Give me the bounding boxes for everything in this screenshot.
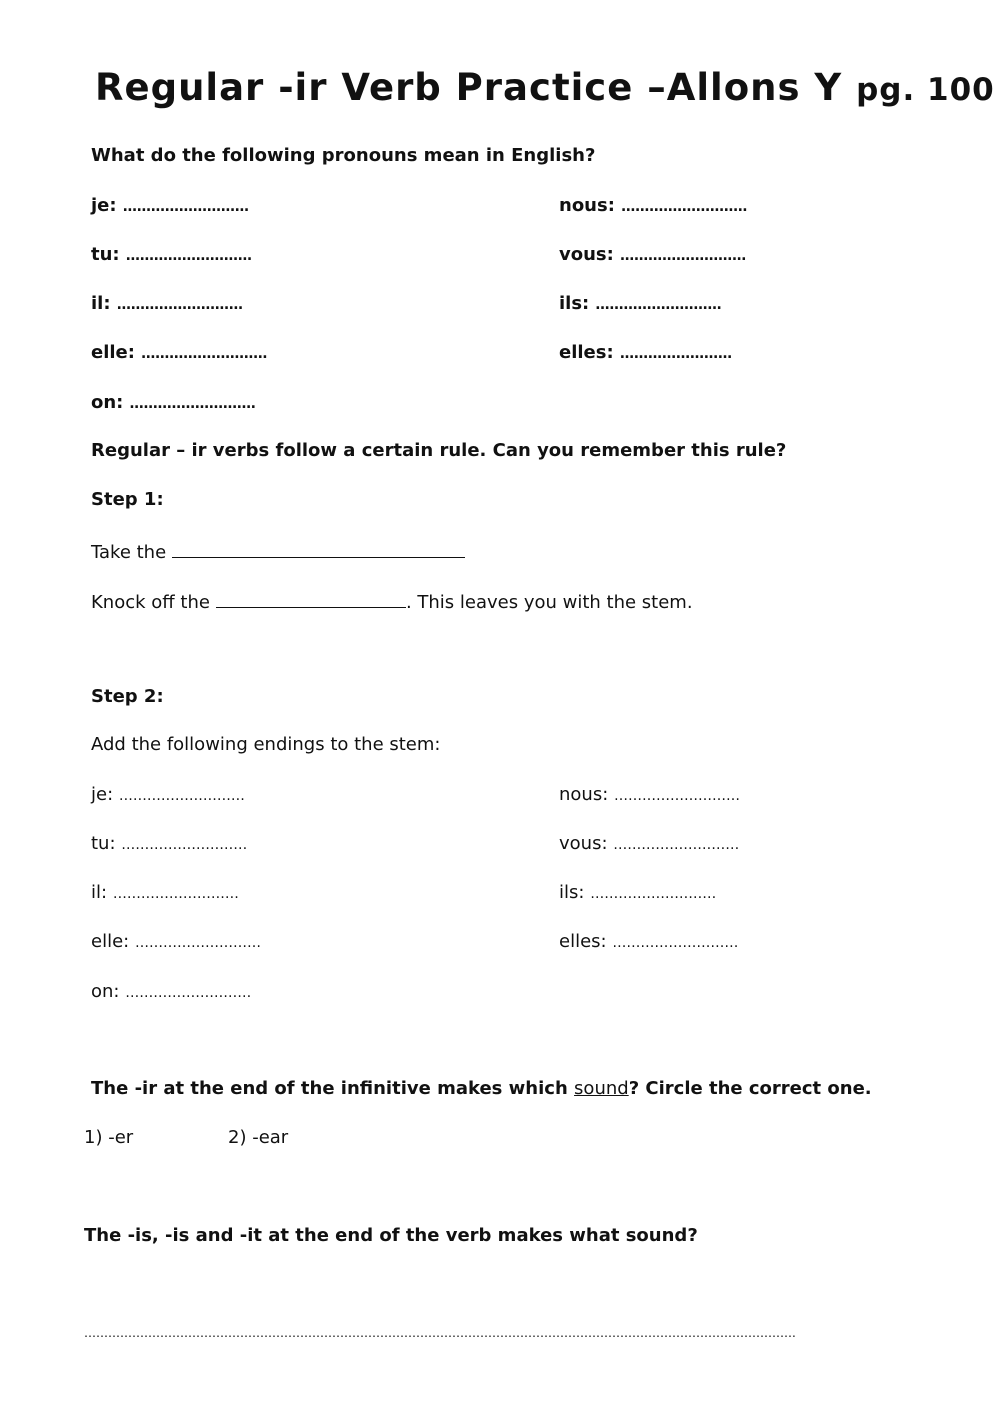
answer-blank[interactable]: ……………………… (129, 396, 256, 412)
ending-row-ils (559, 882, 716, 903)
page-title (95, 66, 995, 109)
step1-line2-before: Knock off the (91, 592, 210, 613)
fill-blank[interactable] (216, 587, 406, 608)
sound-option-1[interactable]: 1) -er (84, 1127, 134, 1148)
pronoun-row-nous (559, 195, 747, 216)
fill-blank[interactable] (172, 537, 465, 558)
ending-sound-question: The -is, -is and -it at the end of the verb makes what sound? (84, 1225, 698, 1246)
answer-blank[interactable]: ……………………… (125, 248, 252, 264)
ending-row-elles (559, 931, 738, 952)
ending-label: ils: (559, 882, 585, 903)
ending-row-elle (91, 931, 261, 952)
sound-question-before: The -ir at the end of the infinitive makes which (91, 1078, 568, 1099)
pronoun-question: What do the following pronouns mean in English? (91, 145, 596, 166)
answer-blank[interactable]: …………………… (619, 346, 732, 362)
pronoun-label: tu: (91, 244, 120, 265)
answer-blank[interactable]: ……………………… (620, 248, 747, 264)
ending-row-on (91, 981, 251, 1002)
pronoun-label: elles: (559, 342, 614, 363)
ending-row-je (91, 784, 245, 805)
ending-label: il: (91, 882, 108, 903)
pronoun-row-elles (559, 342, 732, 363)
answer-blank[interactable]: ……………………… (621, 199, 748, 215)
pronoun-label: je: (91, 195, 117, 216)
answer-blank[interactable]: ……………………… (613, 837, 740, 853)
title-page-ref: pg. 100 (856, 72, 995, 108)
pronoun-label: on: (91, 392, 124, 413)
answer-blank[interactable]: ……………………… (134, 935, 261, 951)
sound-question (91, 1078, 872, 1099)
pronoun-row-tu (91, 244, 252, 265)
title-main: Regular -ir Verb Practice –Allons Y (95, 66, 843, 109)
answer-blank[interactable]: ……………………… (141, 346, 268, 362)
pronoun-label: nous: (559, 195, 615, 216)
step1-line2 (91, 587, 693, 613)
answer-blank[interactable]: ……………………… (118, 788, 245, 804)
step2-instruction: Add the following endings to the stem: (91, 734, 441, 755)
pronoun-row-ils (559, 293, 722, 314)
ending-label: nous: (559, 784, 609, 805)
pronoun-label: elle: (91, 342, 135, 363)
ending-row-tu (91, 833, 247, 854)
answer-blank[interactable]: ……………………… (590, 886, 717, 902)
ending-row-vous (559, 833, 739, 854)
ending-row-il (91, 882, 239, 903)
pronoun-label: vous: (559, 244, 614, 265)
sound-underlined-word: sound (574, 1078, 629, 1099)
step1-heading: Step 1: (91, 489, 164, 510)
pronoun-row-vous (559, 244, 746, 265)
ending-label: on: (91, 981, 120, 1002)
answer-blank[interactable]: ……………………… (116, 297, 243, 313)
pronoun-label: ils: (559, 293, 590, 314)
ending-label: elle: (91, 931, 130, 952)
answer-blank[interactable]: ……………………… (614, 788, 741, 804)
sound-question-after: ? Circle the correct one. (628, 1078, 872, 1099)
pronoun-row-elle (91, 342, 267, 363)
ending-label: elles: (559, 931, 607, 952)
step1-line1 (91, 537, 465, 563)
answer-blank[interactable]: ……………………… (125, 985, 252, 1001)
rule-question: Regular – ir verbs follow a certain rule. Can you remember this rule? (91, 440, 787, 461)
pronoun-row-il (91, 293, 243, 314)
answer-blank[interactable]: ……………………… (121, 837, 248, 853)
ending-label: tu: (91, 833, 116, 854)
pronoun-row-on (91, 392, 256, 413)
pronoun-row-je (91, 195, 249, 216)
answer-line[interactable]: ……………………………………………………………………………………………………………………………………………………………. (84, 1326, 796, 1340)
ending-row-nous (559, 784, 740, 805)
answer-blank[interactable]: ……………………… (595, 297, 722, 313)
answer-blank[interactable]: ……………………… (612, 935, 739, 951)
pronoun-label: il: (91, 293, 111, 314)
answer-blank[interactable]: ……………………… (112, 886, 239, 902)
sound-option-2[interactable]: 2) -ear (228, 1127, 289, 1148)
step1-line1-text: Take the (91, 542, 167, 563)
ending-label: vous: (559, 833, 608, 854)
step1-line2-after: . This leaves you with the stem. (405, 592, 693, 613)
step2-heading: Step 2: (91, 686, 164, 707)
ending-label: je: (91, 784, 114, 805)
answer-blank[interactable]: ……………………… (122, 199, 249, 215)
